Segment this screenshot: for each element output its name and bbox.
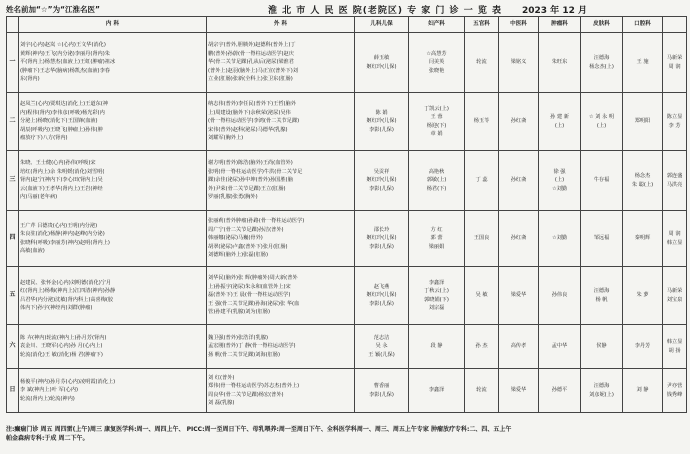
internal-doctor-line: 培红(肾内上)余 朱明媛(消化)刘雪明(	[20, 168, 105, 175]
surgery-cell	[207, 93, 355, 151]
surgery-cell	[207, 33, 355, 93]
onco-cell	[539, 325, 581, 369]
internal-doctor-line: 赵建民、张怀金(心内)刘明德(消化)宁月	[20, 279, 112, 286]
peds-doctor-line: 姬红玲(儿保)	[366, 235, 397, 242]
extra-doctor-line: 韩立显	[666, 339, 683, 346]
derm-doctor-line: 杨念杰(上)	[589, 63, 614, 70]
internal-doctor-line: 王广芹 吕德贵(心内)王明(内分泌)	[20, 222, 98, 229]
tcm-cell	[499, 151, 539, 211]
dental-doctor-line: 郑明阳	[634, 118, 651, 125]
dental-doctor-line: 秦明辉	[634, 235, 651, 242]
table-header-row	[7, 17, 687, 33]
derm-cell	[581, 267, 623, 325]
header-dental: 口腔科	[623, 17, 663, 33]
surgery-doctor-line: 立业(肛肠)张新(全科上)张卫东(肛肠)	[208, 76, 293, 83]
surgery-doctor-line: 宋伟(普外)赵科(泌尿)马德华(乳腺)	[208, 126, 288, 133]
obgyn-doctor-line: 梁丽娟	[428, 243, 445, 250]
peds-doctor-line: 姬红玲(儿保)	[366, 177, 397, 184]
obgyn-doctor-line: 张晓艳	[428, 67, 445, 74]
internal-doctor-line: 东(肾内)	[20, 76, 40, 83]
derm-doctor-line: 汪德海	[593, 383, 610, 390]
obgyn-doctor-line: 丁秋云(上)	[424, 288, 449, 295]
surgery-doctor-line: (普外上)赵羽(脑外上)马正宣(普外下)刘	[208, 67, 298, 74]
day-cell: 三	[7, 151, 19, 211]
surgery-doctor-line: 刘华民(脑外)张 辉(肿瘤外)周大新(普外	[208, 275, 298, 282]
surgery-doctor-line: 刘 磊(乳腺)	[208, 399, 235, 406]
derm-doctor-line: 邹远福	[593, 235, 610, 242]
footer-notes	[6, 425, 686, 443]
tcm-cell	[499, 211, 539, 267]
ent-doctor-line: 轮流	[476, 387, 487, 394]
obgyn-doctor-line: 郭敏(上)	[426, 177, 447, 184]
ent-cell	[465, 267, 499, 325]
surgery-doctor-line: 上)孙振宇(泌尿)朱永和(血管外上)宋	[208, 283, 291, 290]
internal-doctor-line: 吕君华(内分泌)沈敏(肾内科上)高喜梅(胶	[20, 296, 114, 303]
surgery-doctor-line: 外)尹荣(骨二关节足踝)王立(肛肠)	[208, 185, 286, 192]
surgery-doctor-line: 华(骨二关节足踝)孔从后(泌尿)梁淮君	[208, 59, 294, 66]
surgery-doctor-line: 纳志伟(普外)李任民(普外下)王哲(脑外	[208, 101, 296, 108]
peds-doctor-line: 李影(儿保)	[369, 300, 394, 307]
peds-doctor-line: 薛玉敏	[373, 55, 390, 62]
tcm-doctor-line: 孙红斋	[510, 118, 527, 125]
extra-doctor-line: 刘宝泉	[666, 296, 683, 303]
table-row	[7, 33, 687, 93]
day-cell: 日	[7, 369, 19, 413]
internal-doctor-line: 分泌上)杨晓(消化下)王国锋(血液)	[20, 118, 98, 125]
page-title: 淮 北 市 人 民 医 院(老院区) 专 家 门 诊 一 览 表	[268, 6, 502, 16]
header-tcm: 中医科	[499, 17, 539, 33]
internal-doctor-line: 袁金川、王晓军(心内)孙 月(心内上)	[20, 343, 103, 350]
tcm-doctor-line: 梁爱华	[510, 387, 527, 394]
tcm-cell	[499, 267, 539, 325]
peds-doctor-line: 陈 娟	[375, 109, 388, 116]
peds-doctor-line: 邵长玲	[373, 226, 390, 233]
peds-cell	[355, 93, 409, 151]
obgyn-doctor-line: ☆高慧芳	[426, 50, 447, 57]
derm-doctor-line: ☆ 刘 永 明	[588, 114, 615, 121]
dental-cell	[623, 151, 663, 211]
obgyn-doctor-line: 杨君(下)	[426, 185, 447, 192]
internal-cell	[19, 93, 207, 151]
extra-cell	[663, 151, 687, 211]
peds-doctor-line: 吴 永	[375, 343, 388, 350]
derm-cell	[581, 369, 623, 413]
day-cell: 六	[7, 325, 19, 369]
obgyn-cell	[409, 211, 465, 267]
obgyn-doctor-line: 王 蓉	[430, 114, 443, 121]
internal-doctor-line: 陈 卉(神内)轮流(神内上)孙月芳(肾内)	[20, 334, 107, 341]
internal-doctor-line: 刘宇(心内)赵岚 ☆(心内)王文华(消化)	[20, 42, 106, 49]
surgery-doctor-line: 孟宏刚(普外)丁 静(骨一脊柱运动医学)	[208, 343, 296, 350]
tcm-cell	[499, 325, 539, 369]
dental-doctor-line: 朱 聪(上)	[631, 181, 654, 188]
onco-doctor-line: 朱旺东	[551, 59, 568, 66]
extra-doctor-line: 尹亦营	[666, 383, 683, 390]
internal-doctor-line: 朱晓、王士健(心内)孙伟(呼吸)宋	[20, 160, 96, 167]
dental-cell	[623, 369, 663, 413]
ent-cell	[465, 211, 499, 267]
derm-doctor-line: 刘彦妮(上)	[589, 391, 614, 398]
ent-doctor-line: 孙 杰	[475, 343, 488, 350]
header-oncology: 肿瘤科	[539, 17, 581, 33]
dental-cell	[623, 93, 663, 151]
obgyn-doctor-line: 刘宗磊	[428, 304, 445, 311]
derm-cell	[581, 211, 623, 267]
surgery-doctor-line: 胡翠(泌尿)卢鑫(普外下)张月(肛肠)	[208, 243, 288, 250]
dental-cell	[623, 325, 663, 369]
extra-doctor-line: 周 润	[668, 231, 681, 238]
surgery-doctor-line: 周良华(骨二关节足踝)杨宏(普外)	[208, 391, 284, 398]
surgery-cell	[207, 211, 355, 267]
page-header	[6, 2, 686, 16]
tcm-cell	[499, 33, 539, 93]
surgery-doctor-line: 扬 帆(骨二关节足踝)刘海(肛肠)	[208, 351, 280, 358]
ent-cell	[465, 33, 499, 93]
onco-doctor-line: ☆刘勤	[551, 185, 568, 192]
dental-doctor-line: 朱 萝	[636, 292, 649, 299]
peds-doctor-line: 姬红玲(儿保)	[366, 292, 397, 299]
ent-doctor-line: 杨玉苓	[473, 118, 490, 125]
header-ent: 五官科	[465, 17, 499, 33]
table-row	[7, 93, 687, 151]
internal-cell	[19, 325, 207, 369]
internal-doctor-line: 肾内)赵宁(神内下)李心田(肾内上)吴	[20, 177, 103, 184]
peds-doctor-line: 赵飞燕	[373, 283, 390, 290]
dental-cell	[623, 33, 663, 93]
peds-doctor-line: 范志洁	[373, 334, 390, 341]
peds-doctor-line: 吴贡祥	[373, 168, 390, 175]
dental-doctor-line: 刘 静	[636, 387, 649, 394]
onco-doctor-line: 孟中华	[551, 343, 568, 350]
derm-doctor-line: 汪德海	[593, 288, 610, 295]
dental-doctor-line: 李丹芳	[634, 343, 651, 350]
header-pediatrics: 儿科儿保	[355, 17, 409, 33]
internal-doctor-line: 红(肾内上)杨梅(神内上)江四清(神内)孙静	[20, 288, 116, 295]
surgery-doctor-line: 管)孙建平(乳腺)刘为(肛肠)	[208, 309, 270, 316]
tcm-cell	[499, 93, 539, 151]
surgery-cell	[207, 151, 355, 211]
surgery-cell	[207, 267, 355, 325]
surgery-doctor-line: 魏卫强(普外)张浩洋(乳腺)	[208, 334, 268, 341]
table-row	[7, 369, 687, 413]
peds-doctor-line: 王 颖(儿保)	[368, 351, 395, 358]
internal-doctor-line: 平(肾内上)杨慧杰(血液上)王虹(肿瘤)祖冰	[20, 59, 116, 66]
obgyn-cell	[409, 267, 465, 325]
obgyn-doctor-line: 丁凯云(上)	[424, 105, 449, 112]
ent-cell	[465, 325, 499, 369]
extra-doctor-line: 马洪亮	[666, 181, 683, 188]
table-row	[7, 267, 687, 325]
obgyn-cell	[409, 93, 465, 151]
internal-doctor-line: 体内下)孙宇(神经内)刘群(肿瘤)	[20, 304, 93, 311]
derm-cell	[581, 151, 623, 211]
surgery-doctor-line: 刘德辉(脑外上)张磊(肛肠)	[208, 252, 268, 259]
onco-doctor-line: 孙伟良	[551, 292, 568, 299]
internal-doctor-line: 瘤放疗下)八方(肾内)	[20, 135, 68, 142]
internal-doctor-line: 李 斌(神内上)叶 军(心内)	[20, 387, 79, 394]
internal-cell	[19, 369, 207, 413]
day-cell: 五	[7, 267, 19, 325]
tcm-doctor-line: 梁爱华	[510, 292, 527, 299]
day-cell: 二	[7, 93, 19, 151]
onco-doctor-line: (上)	[554, 122, 565, 129]
extra-doctor-line: 郭连盛	[666, 173, 683, 180]
surgery-doctor-line: 韩丽娜(泌尿)马巍(骨外)	[208, 235, 263, 242]
peds-doctor-line: 姬红玲(儿保)	[366, 118, 397, 125]
tcm-doctor-line: 孙红斋	[510, 235, 527, 242]
ent-cell	[465, 93, 499, 151]
tcm-doctor-line: 高传孝	[510, 343, 527, 350]
surgery-doctor-line: 王 强(骨二关节足踝)孙海(泌尿)张 华(血	[208, 300, 300, 307]
internal-doctor-line: 杨俊平(神内)孙月芬(心内)凌明霞(消化上)	[20, 378, 116, 385]
obgyn-doctor-line: 郭晓娟(下)	[424, 296, 449, 303]
obgyn-doctor-line: 李鑫泽	[428, 279, 445, 286]
extra-doctor-line: 李 芳	[668, 122, 681, 129]
surgery-cell	[207, 325, 355, 369]
extra-cell	[663, 93, 687, 151]
peds-doctor-line: 李影(儿保)	[369, 185, 394, 192]
internal-doctor-line: 赵凤兰(心内)贾琪达(消化上)王道东(神	[20, 101, 108, 108]
internal-cell	[19, 211, 207, 267]
dental-cell	[623, 211, 663, 267]
ent-doctor-line: 吴 敏	[475, 292, 488, 299]
ent-doctor-line: 丁 蕊	[475, 177, 488, 184]
surgery-doctor-line: 张明(骨一脊柱运动医学)牛洪(骨二关节足	[208, 168, 303, 175]
onco-doctor-line: (上)	[554, 177, 565, 184]
derm-cell	[581, 33, 623, 93]
ent-doctor-line: 王国良	[473, 235, 490, 242]
obgyn-cell	[409, 151, 465, 211]
obgyn-doctor-line: 方 红	[430, 226, 443, 233]
derm-cell	[581, 93, 623, 151]
header-dermatology: 皮肤科	[581, 17, 623, 33]
surgery-doctor-line: 刘耀军(胸外上)	[208, 135, 244, 142]
header-surgery: 外 科	[207, 17, 355, 33]
extra-doctor-line: 陈立显	[666, 114, 683, 121]
peds-cell	[355, 325, 409, 369]
derm-doctor-line: 汪德海	[593, 55, 610, 62]
peds-cell	[355, 211, 409, 267]
schedule-date: 2023 年 12 月	[522, 6, 587, 16]
extra-doctor-line: 钱秀峰	[666, 391, 683, 398]
internal-cell	[19, 267, 207, 325]
extra-cell	[663, 325, 687, 369]
derm-doctor-line: 侯静	[596, 343, 607, 350]
surgery-cell	[207, 369, 355, 413]
header-internal: 内 科	[19, 17, 207, 33]
extra-cell	[663, 33, 687, 93]
table-row	[7, 151, 687, 211]
day-cell: 一	[7, 33, 19, 93]
surgery-doctor-line: 踝)余佳(泌尿)孙中坤(普外)孙国胜(脑	[208, 177, 293, 184]
internal-doctor-line: 高敏(血液)	[20, 247, 45, 254]
ent-cell	[465, 369, 499, 413]
peds-doctor-line: 曹香丽	[373, 383, 390, 390]
extra-doctor-line: 周 润	[668, 63, 681, 70]
ent-cell	[465, 151, 499, 211]
day-cell: 四	[7, 211, 19, 267]
surgery-doctor-line: 郑伟(骨一脊柱运动医学)苏志杰(普外上)	[208, 383, 300, 390]
internal-doctor-line: 云(血液下)王孝华(肾内上)王岩(神经	[20, 185, 103, 192]
obgyn-cell	[409, 325, 465, 369]
onco-cell	[539, 267, 581, 325]
peds-cell	[355, 267, 409, 325]
internal-doctor-line: 内)马丽(老年病)	[20, 194, 58, 201]
extra-doctor-line: 马新荣	[666, 55, 683, 62]
header-obgyn: 妇产科	[409, 17, 465, 33]
dental-doctor-line: 杨念杰	[634, 173, 651, 180]
famous-doctor-note: 姓名前加“☆”为“江淮名医”	[6, 5, 100, 14]
footer-line-2: 帕金森病专科:于成 周二下午。	[6, 435, 89, 442]
onco-doctor-line: ☆刘勤	[551, 235, 568, 242]
obgyn-doctor-line: 杨迎(下)	[426, 122, 447, 129]
ent-doctor-line: 轮流	[476, 59, 487, 66]
dental-doctor-line: 王 施	[636, 59, 649, 66]
table-row	[7, 211, 687, 267]
internal-doctor-line: 内)程伟(肾内)李伟彦(呼吸)杨光彩(内	[20, 109, 105, 116]
extra-cell	[663, 267, 687, 325]
surgery-doctor-line: 周广宁(骨二关节足踝)孙洁(普外)	[208, 226, 284, 233]
onco-cell	[539, 33, 581, 93]
obgyn-doctor-line: 章 娟	[430, 130, 443, 137]
tcm-doctor-line: 孙红斋	[510, 177, 527, 184]
peds-cell	[355, 33, 409, 93]
derm-doctor-line: 杨 帆	[595, 296, 608, 303]
footer-line-1: 注:癫痫门诊 周五 周四雷(上午)周三 康复医学科:周一、周四上午、 PICC:周一至周日下午、母乳喂养:周一至周日下午、全科医学科周一、周三、周五上午专家 肿瘤放疗专科:二、四、五上午	[6, 426, 512, 433]
onco-doctor-line: 孙德平	[551, 387, 568, 394]
derm-doctor-line: (上)	[596, 122, 607, 129]
extra-doctor-line: 胡 扬	[668, 347, 681, 354]
header-day	[7, 17, 19, 33]
table-row	[7, 325, 687, 369]
obgyn-doctor-line: 高艳秋	[428, 168, 445, 175]
internal-doctor-line: (肿瘤下)王志华(脑病)杨凯杰(血液)李春	[20, 67, 110, 74]
internal-cell	[19, 33, 207, 93]
peds-doctor-line: 李影(儿保)	[369, 243, 394, 250]
header-extra	[663, 17, 687, 33]
tcm-cell	[499, 369, 539, 413]
obgyn-cell	[409, 369, 465, 413]
surgery-doctor-line: 张丽莉(普外肿瘤)孙路(骨一脊柱运动医学)	[208, 218, 305, 225]
internal-doctor-line: 黄辉(神内)王飞(内分泌)李丽丹(肾内)朱	[20, 50, 110, 57]
surgery-doctor-line: 上)周建设(脑外下)余秋荣(泌尿)吴伟	[208, 109, 291, 116]
peds-doctor-line: 李影(儿保)	[369, 126, 394, 133]
onco-doctor-line: 孙 建 新	[550, 114, 569, 121]
schedule-table	[6, 16, 687, 413]
surgery-doctor-line: 罗丽(乳腺)张勇(胸外)	[208, 194, 258, 201]
internal-doctor-line: 轮流(肾内上)轮流(神内)	[20, 395, 75, 402]
internal-doctor-line: 朱良驻(消化)杨静(神内)赵峰(内分泌)	[20, 231, 105, 238]
peds-cell	[355, 151, 409, 211]
dental-cell	[623, 267, 663, 325]
obgyn-doctor-line: 李鑫泽	[428, 387, 445, 394]
onco-doctor-line: 徐 强	[553, 168, 566, 175]
onco-cell	[539, 151, 581, 211]
derm-doctor-line: 牛存福	[593, 177, 610, 184]
peds-doctor-line: 姬红玲(儿保)	[366, 63, 397, 70]
surgery-doctor-line: 磊(普外下)王 晨(骨一脊柱运动医学)	[208, 292, 291, 299]
derm-cell	[581, 325, 623, 369]
extra-doctor-line: 韩立显	[666, 239, 683, 246]
tcm-doctor-line: 梁铭义	[510, 59, 527, 66]
internal-doctor-line: 张晓科(呼吸)李丽芳(神内)赵明(肾内上)	[20, 239, 110, 246]
internal-cell	[19, 151, 207, 211]
onco-cell	[539, 369, 581, 413]
surgery-doctor-line: 谢方明(普外)陈浩(脑外)王尚(血管外)	[208, 160, 293, 167]
obgyn-cell	[409, 33, 465, 93]
obgyn-doctor-line: 闫美英	[428, 59, 445, 66]
onco-cell	[539, 93, 581, 151]
peds-cell	[355, 369, 409, 413]
peds-doctor-line: 李影(儿保)	[369, 391, 394, 398]
surgery-doctor-line: 刘 红(普外)	[208, 374, 235, 381]
internal-doctor-line: 轮流(消化)王 敏(消化)杨 君(肿瘤下)	[20, 351, 103, 358]
onco-cell	[539, 211, 581, 267]
extra-cell	[663, 369, 687, 413]
surgery-doctor-line: (骨一脊柱运动医学)李鸿(骨二关节足踝)	[208, 118, 300, 125]
surgery-doctor-line: 胡宗宇(普外,胆胰外)赵德科(普外上)丁	[208, 42, 296, 49]
extra-doctor-line: 马新荣	[666, 288, 683, 295]
internal-doctor-line: 胡辰(呼吸内)王晓飞(肿瘤上)孙伟(肿	[20, 126, 103, 133]
obgyn-doctor-line: 段 静	[430, 343, 443, 350]
obgyn-doctor-line: 郭 蕾	[430, 235, 443, 242]
extra-cell	[663, 211, 687, 267]
surgery-doctor-line: 鹏(普外)孙蔚(骨一脊柱运动医学)赵庆	[208, 50, 294, 57]
